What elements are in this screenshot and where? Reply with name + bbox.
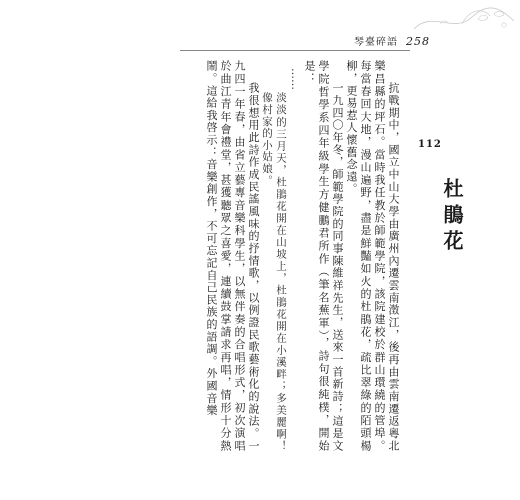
header-rule <box>180 50 410 51</box>
paragraph: 我很想用此詩作成民謠風味的抒情歌，以例證民歌藝術化的說法。一九四一年春，由省立藝專音樂科學生，以無伴奏的合唱形式，初次演唱於曲江青年會禮堂，甚獲聽眾之喜愛，連續鼓掌請求再唱，情形十分熱鬧。這給我啓示：音樂創作，不可忘記自己民族的語調。外國音樂 <box>205 60 260 452</box>
ellipsis: …… <box>289 68 302 90</box>
book-title: 琴臺碎語 <box>354 37 398 48</box>
paragraph: 一九四〇年冬，師範學院的同事陳維祥先生，送來一首新詩；這是文學院哲學系四年級學生方健鵬君所作（筆名蕪軍），詩句很純樸，開始是： <box>303 60 344 452</box>
chapter-number: 112 <box>418 139 442 150</box>
running-head <box>354 33 430 48</box>
paragraph: 抗戰期中，國立中山大學由廣州內遷雲南澂江，後再由雲南遷返粵北樂昌縣的坪石。當時我任教於師範學院，該院建校於群山環繞的管埠。每當春回大地，漫山遍野，盡是鮮豔如火的杜鵑花，疏比翠綠的陌頭楊柳，更易惹人懷舊念遠。 <box>345 60 400 452</box>
chapter-title: 杜鵑花 <box>440 178 464 256</box>
page-number: 258 <box>406 35 430 48</box>
body-text <box>160 60 400 452</box>
floral-ornament <box>410 4 518 34</box>
poem-quote: 淡淡的三月天，杜鵑花開在山坡上，杜鵑花開在小溪畔；多美麗啊！像村家的小姑娘。 <box>261 92 287 452</box>
